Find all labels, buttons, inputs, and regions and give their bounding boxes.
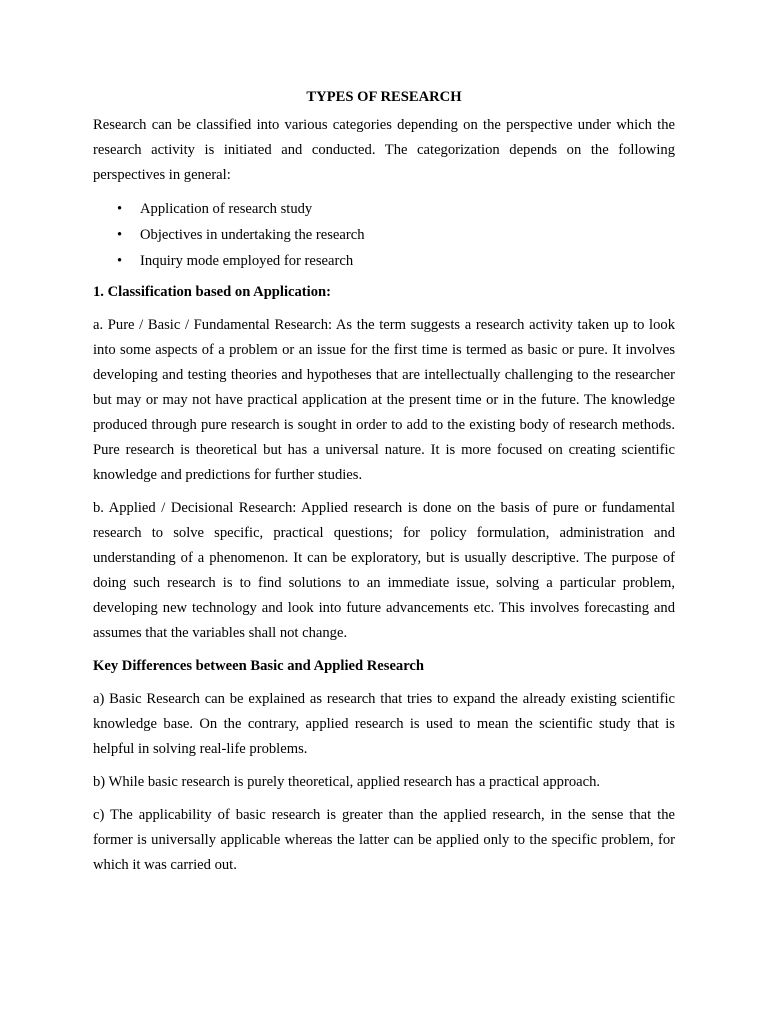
paragraph-pure-research: a. Pure / Basic / Fundamental Research: As the term suggests a research activity taken up to look into some aspects of a problem or an issue for the first time is termed as basic or pure. It involves developing and testing theories and hypotheses that are intellectually challenging to the researcher but may or may not have practical application at the present time or in the future. The knowledge produced through pure research is sought in order to add to the existing body of research methods. Pure research is theoretical but has a universal nature. It is more focused on creating scientific knowledge and predictions for further studies. [93, 317, 675, 483]
list-item-text: Application of research study [140, 201, 313, 217]
section-heading-key-differences: Key Differences between Basic and Applied Research [93, 658, 425, 674]
section-heading-application: 1. Classification based on Application: [93, 284, 331, 300]
difference-b: b) While basic research is purely theoretical, applied research has a practical approach. [93, 774, 601, 790]
intro-paragraph: Research can be classified into various categories depending on the perspective under which the research activity is initiated and conducted. The categorization depends on the following perspectives in general: [93, 117, 675, 183]
difference-a: a) Basic Research can be explained as research that tries to expand the already existing scientific knowledge base. On the contrary, applied research is used to mean the scientific study that is helpful in solving real-life problems. [93, 691, 675, 757]
paragraph-applied-research: b. Applied / Decisional Research: Applied research is done on the basis of pure or fundamental research to solve specific, practical questions; for policy formulation, administration and understanding of a phenomenon. It can be exploratory, but is usually descriptive. The purpose of doing such research is to find solutions to an immediate issue, solving a particular problem, developing new technology and look into future advancements etc. This involves forecasting and assumes that the variables shall not change. [93, 500, 675, 641]
page-title: TYPES OF RESEARCH [306, 89, 462, 105]
bullet-icon: • [117, 253, 123, 269]
bullet-icon: • [117, 201, 123, 217]
list-item [93, 248, 675, 274]
difference-c: c) The applicability of basic research is greater than the applied research, in the sense that the former is universally applicable whereas the latter can be applied only to the specific problem, for which it was carried out. [93, 807, 675, 873]
perspectives-list [93, 196, 675, 274]
list-item-text: Objectives in undertaking the research [140, 227, 365, 243]
list-item-text: Inquiry mode employed for research [140, 253, 354, 269]
document-page [93, 86, 675, 886]
list-item [93, 196, 675, 222]
bullet-icon: • [117, 227, 123, 243]
list-item [93, 222, 675, 248]
